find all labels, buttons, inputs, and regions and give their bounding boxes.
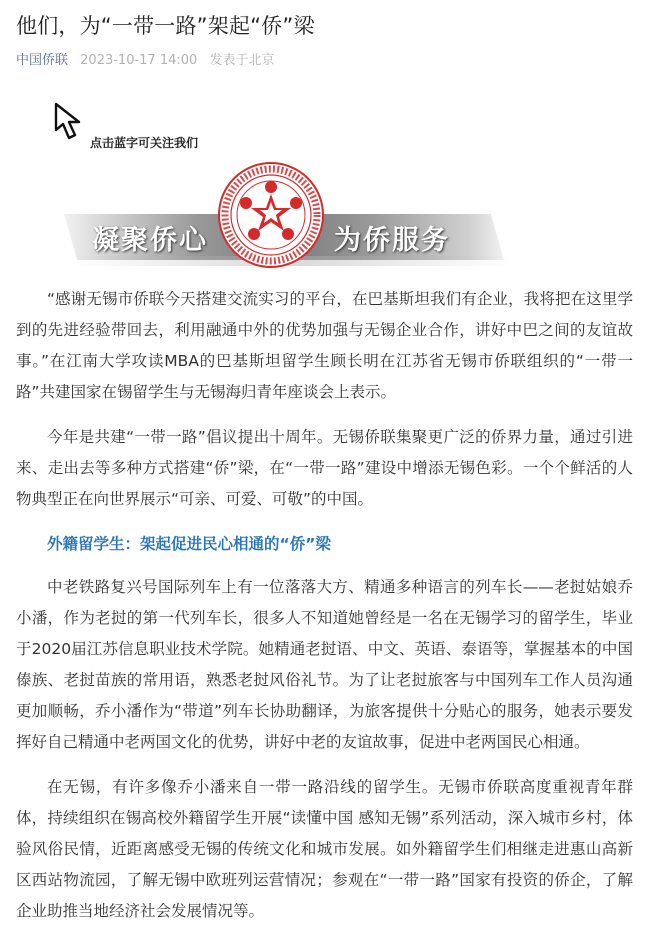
follow-hint-text: 点击蓝字可关注我们 [90, 136, 199, 150]
account-name-link[interactable]: 中国侨联 [16, 53, 69, 68]
banner-image [64, 160, 510, 270]
banner-left-text: 凝聚侨心 [92, 225, 208, 256]
overseas-chinese-federation-emblem-icon [216, 160, 326, 270]
follow-hint [52, 100, 252, 156]
section-heading: 外籍留学生：架起促进民心相通的“侨”梁 [47, 535, 331, 553]
paragraph: 今年是共建“一带一路”倡议提出十周年。无锡侨联集聚更广泛的侨界力量，通过引进来、走出去等多种方式搭建“侨”梁，在“一带一路”建设中增添无锡色彩。一个个鲜活的人物典型正在向世界展示“可亲、可爱、可敬”的中国。 [16, 428, 633, 508]
cursor-arrow-icon [52, 100, 92, 144]
article-body [16, 284, 633, 941]
paragraph: 中老铁路复兴号国际列车上有一位落落大方、精通多种语言的列车长——老挝姑娘乔小潘，作为老挝的第一代列车长，很多人不知道她曾经是一名在无锡学习的留学生，毕业于2020届江苏信息职业技术学院。她精通老挝语、中文、英语、泰语等，掌握基本的中国傣族、老挝苗族的常用语，熟悉老挝风俗礼节。为了让老挝旅客与中国列车工作人员沟通更加顺畅，乔小潘作为“带道”列车长协助翻译，为旅客提供十分贴心的服务，她表示要发挥好自己精通中老两国文化的优势，讲好中老的友谊故事，促进中老两国民心相通。 [16, 578, 633, 751]
publish-date: 2023-10-17 14:00 [80, 53, 198, 68]
paragraph: “感谢无锡市侨联今天搭建交流实习的平台，在巴基斯坦我们有企业，我将把在这里学到的先进经验带回去，利用融通中外的优势加强与无锡企业合作，讲好中巴之间的友谊故事。”在江南大学攻读MBA的巴基斯坦留学生顾长明在江苏省无锡市侨联组织的“一带一路”共建国家在锡留学生与无锡海归青年座谈会上表示。 [16, 290, 633, 401]
publish-location: 发表于北京 [209, 53, 275, 68]
paragraph: 在无锡，有许多像乔小潘来自一带一路沿线的留学生。无锡市侨联高度重视青年群体，持续组织在锡高校外籍留学生开展“读懂中国 感知无锡”系列活动，深入城市乡村，体验风俗民情，近距离感受无锡的传统文化和城市发展。如外籍留学生们相继走进惠山高新区西站物流园，了解无锡中欧班列运营情况；参观在“一带一路”国家有投资的侨企，了解企业助推当地经济社会发展情况等。 [16, 778, 633, 920]
article-title: 他们，为“一带一路”架起“侨”梁 [16, 14, 315, 38]
banner-right-text: 为侨服务 [334, 225, 450, 256]
article-meta [16, 51, 274, 71]
